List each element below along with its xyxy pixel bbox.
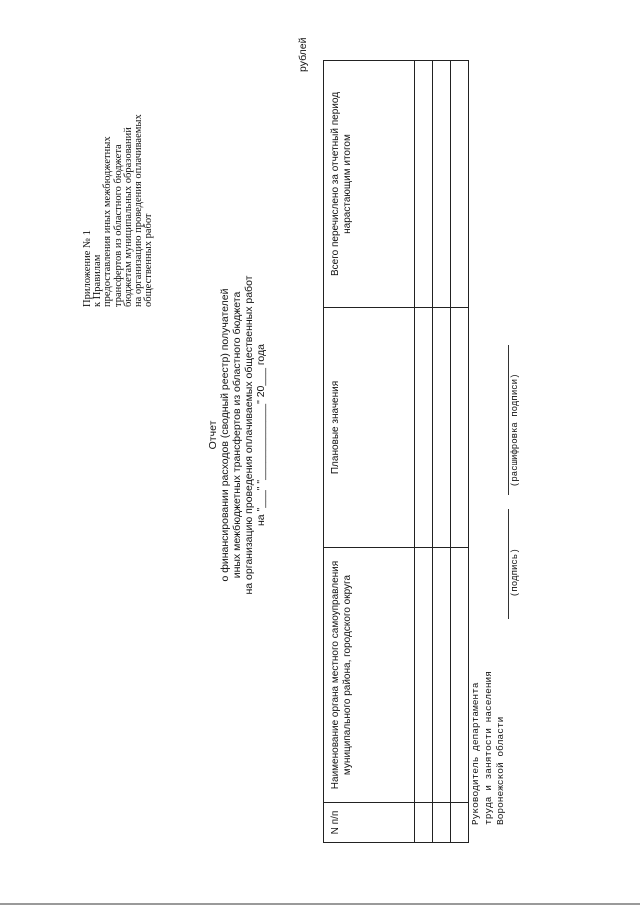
signatory-position	[470, 671, 508, 825]
signatory-position-line: труда и занятости населения	[482, 671, 494, 825]
table-cell	[415, 803, 433, 843]
report-title	[207, 225, 267, 645]
appendix-line: общественных работ	[143, 213, 155, 307]
appendix-note	[83, 7, 154, 307]
table-cell	[415, 548, 433, 803]
table-cell	[433, 61, 451, 308]
table-cell	[433, 308, 451, 548]
signatory-position-line: Воронежской области	[495, 716, 506, 825]
appendix-line: к Правилам	[92, 254, 104, 307]
report-subtitle-line: иных межбюджетных трансфертов из областного бюджета	[231, 291, 243, 579]
report-subtitle-line: о финансировании расходов (сводный реестр) получателей	[219, 288, 231, 582]
table-cell	[451, 308, 469, 548]
column-header-organ-name: Наименование органа местного самоуправления муниципального района, городского округа	[324, 548, 415, 803]
report-table	[323, 60, 469, 843]
appendix-line: предоставления иных межбюджетных	[102, 136, 114, 307]
column-header-total-transferred: Всего перечислено за отчетный период нарастающим итогом	[324, 61, 415, 308]
table-row	[451, 61, 469, 843]
report-date-line: на "___" "_____________" 20___ года	[255, 343, 267, 527]
table-cell	[451, 803, 469, 843]
table-row	[415, 61, 433, 843]
decoding-line	[508, 345, 509, 495]
table-header-row	[324, 61, 415, 843]
signatory-position-line: Руководитель департамента	[470, 682, 481, 825]
table-cell	[451, 548, 469, 803]
appendix-line: на организацию проведения оплачиваемых	[133, 114, 145, 307]
table-row	[433, 61, 451, 843]
signature-caption: (подпись)	[510, 548, 520, 597]
signature-block	[470, 265, 550, 825]
appendix-line: трансфертов из областного бюджета	[112, 144, 124, 307]
column-header-number: N п/п	[324, 803, 415, 843]
signature-line	[508, 509, 509, 619]
currency-note: рублей	[297, 37, 309, 72]
table-cell	[433, 548, 451, 803]
column-header-planned-values: Плановые значения	[324, 308, 415, 548]
table-cell	[415, 308, 433, 548]
report-subtitle-line: на организацию проведения оплачиваемых общественных работ	[243, 275, 255, 595]
table-cell	[415, 61, 433, 308]
appendix-line: бюджетам муниципальных образований	[122, 127, 134, 307]
appendix-line: Приложение № 1	[82, 230, 93, 307]
decoding-caption: (расшифровка подписи)	[510, 373, 520, 487]
report-heading: Отчет	[207, 420, 219, 450]
table-cell	[433, 803, 451, 843]
table-cell	[451, 61, 469, 308]
